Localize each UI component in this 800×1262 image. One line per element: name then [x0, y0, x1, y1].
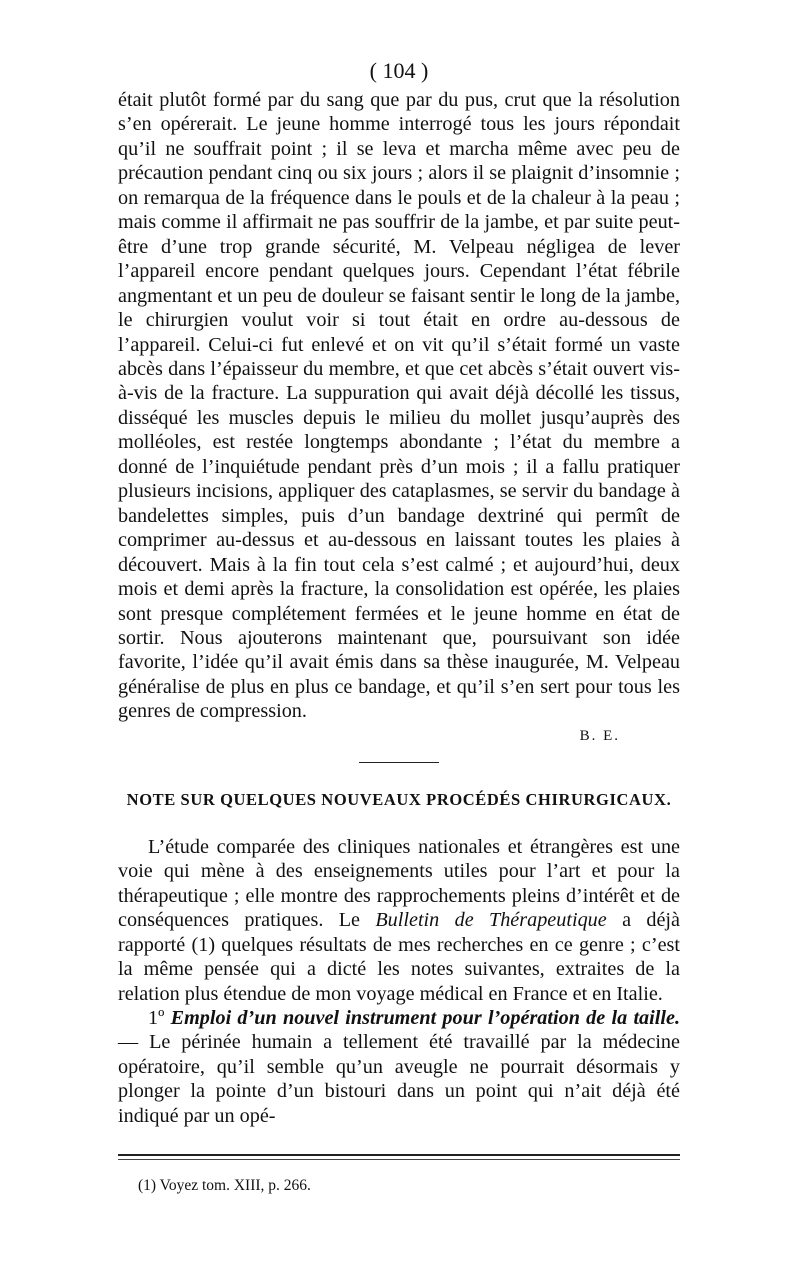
intro-text-part1: L’étude comparée des cliniques nationales et étrangères est une voie qui mène à des enseignements utiles pour l’art et pour la thérapeutique ; elle montre des rapprochements pleins d’intérêt et de conséquences pratiques. Le — [118, 835, 680, 932]
footnote: (1) Voyez tom. XIII, p. 266. — [138, 1177, 311, 1195]
item-1-text: — Le périnée humain a tellement été travaillé par la médecine opératoire, qu’il semble qu’un aveugle ne pourrait désormais y plonger la pointe d’un bistouri dans un point qui n’ait déjà été indiqué par un opé- — [118, 1031, 680, 1127]
first-paragraph: était plutôt formé par du sang que par du pus, crut que la résolution s’en opérerait. Le jeune homme interrogé tous les jours répondait qu’il ne souffrait point ; il se leva et marcha même avec peu de précaution pendant cinq ou six jours ; alors il se plaignit d’insomnie ; on remarqua de la fréquence dans le pouls et de la chaleur à la peau ; mais comme il affirmait ne pas souffrir de la jambe, et par suite peut-être d’une trop grande sécurité, M. Velpeau négligea de lever l’appareil encore pendant quelques jours. Cependant l’état fébrile angmentant et un peu de douleur se faisant sentir le long de la jambe, le chirurgien voulut voir si tout était en ordre au-dessous de l’appareil. Celui-ci fut enlevé et on vit qu’il s’était formé un vaste abcès dans l’épaisseur du membre, et que cet abcès s’était ouvert vis-à-vis de la fracture. La suppuration qui avait déjà décollé les tissus, disséqué les muscles depuis le milieu du mollet jusqu’auprès des molléoles, est restée longtemps abondante ; l’état du membre a donné de l’inquiétude pendant près d’un mois ; il a fallu pratiquer plusieurs incisions, appliquer des cataplasmes, se servir du bandage à bandelettes simples, puis d’un bandage dextriné qui permît de comprimer au-dessus et au-dessous en laissant toutes les plaies à découvert. Mais à la fin tout cela s’est calmé ; et aujourd’hui, deux mois et demi après la fracture, la consolidation est opérée, les plaies sont presque complétement fermées et le jeune homme en état de sortir. Nous ajouterons maintenant que, poursuivant son idée favorite, l’idée qu’il avait émis dans sa thèse inaugurée, M. Velpeau généralise de plus en plus ce bandage, et qu’il s’en sert pour tous les genres de compression. — [118, 89, 680, 723]
section-heading: NOTE SUR QUELQUES NOUVEAUX PROCÉDÉS CHIRURGICAUX. — [126, 789, 672, 809]
page-number: ( 104 ) — [369, 58, 429, 83]
book-page — [118, 58, 680, 1196]
author-signature: B. E. — [579, 727, 620, 744]
item-1-paragraph — [118, 1006, 680, 1128]
first-paragraph-block — [118, 88, 680, 745]
journal-title: Bulletin de Thérapeutique — [375, 909, 607, 932]
intro-paragraph — [118, 835, 680, 1006]
item-1-number: 1º — [148, 1006, 171, 1029]
intro-text-part2: a déjà rapporté (1) quelques résultats de mes recherches en ce genre ; c’est la même pensée qui a dicté les notes suivantes, extraites de la relation plus étendue de mon voyage médical en France et en Italie. — [118, 909, 680, 1005]
section-divider — [359, 762, 439, 763]
item-1-title: Emploi d’un nouvel instrument pour l’opération de la taille. — [170, 1006, 680, 1029]
footnote-rule-thin — [118, 1159, 680, 1160]
footnote-rule — [118, 1154, 680, 1156]
